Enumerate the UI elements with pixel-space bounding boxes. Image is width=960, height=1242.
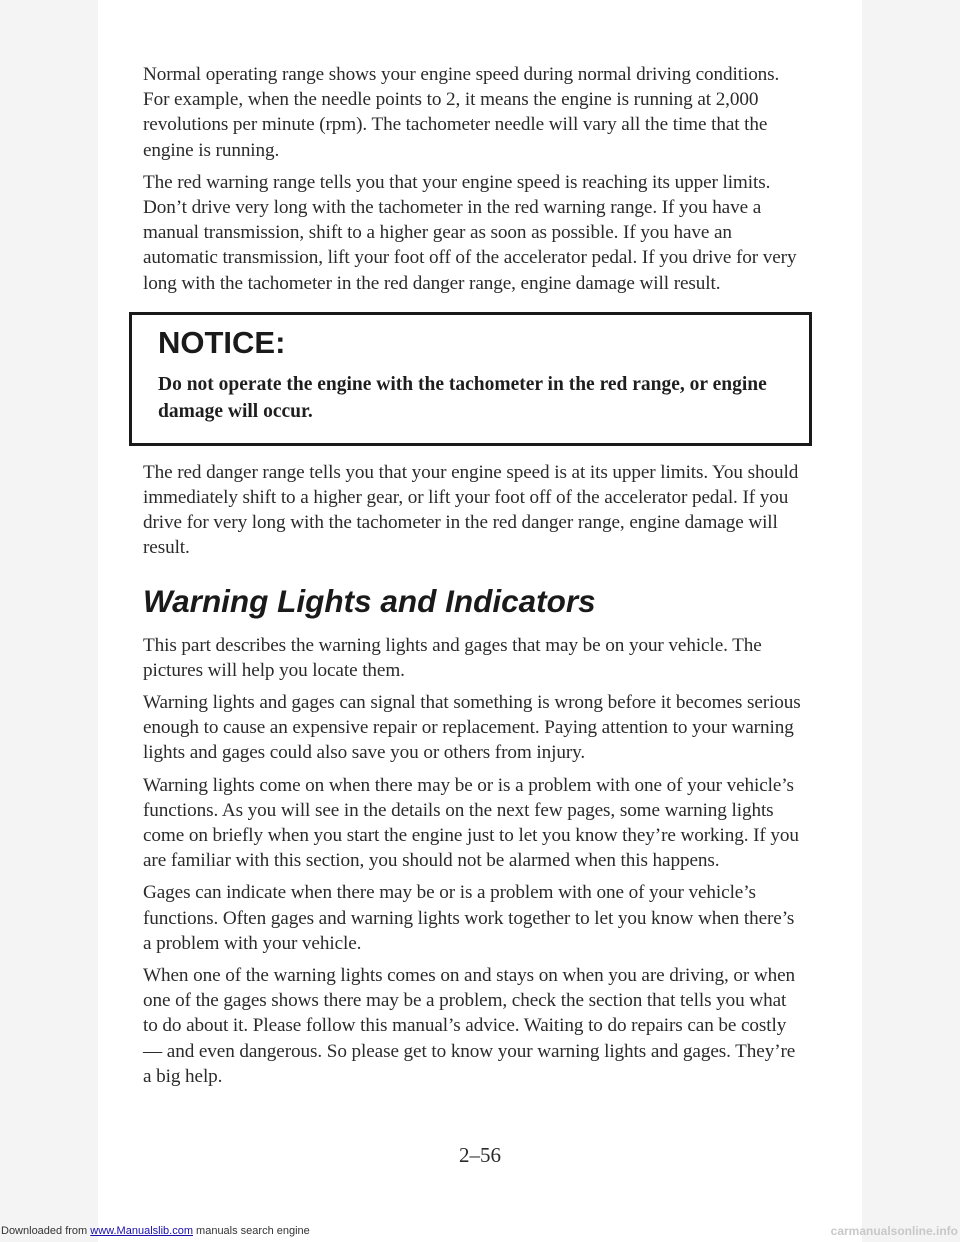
footer (0, 1223, 960, 1239)
paragraph-advice: When one of the warning lights comes on and stays on when you are driving, or when one of the gages shows there may be a problem, check the section that tells you what to do about it. Please follow this manual’s advice. Waiting to do repairs can be costly — and even dangerous. So please get to know your warning lights and gages. They’re a big help. (143, 965, 796, 1087)
footer-prefix: Downloaded from (1, 1225, 91, 1237)
paragraph-normal-range: Normal operating range shows your engine speed during normal driving conditions. For example, when the needle points to 2, it means the engine is running at 2,000 revolutions per minute (rpm). The tachometer needle will vary all the time that the engine is running. (143, 64, 780, 161)
page-content (143, 62, 803, 1096)
page-margin-left (0, 0, 98, 1242)
section-heading: Warning Lights and Indicators (143, 582, 596, 619)
page-margin-right (862, 0, 960, 1242)
notice-text: Do not operate the engine with the tachometer in the red range, or engine damage will occur. (158, 373, 767, 422)
paragraph-gages: Gages can indicate when there may be or is a problem with one of your vehicle’s functions. Often gages and warning lights work together to let you know when there’s a problem with your vehicle. (143, 882, 795, 954)
page-number: 2–56 (459, 1143, 501, 1167)
footer-suffix: manuals search engine (192, 1225, 310, 1237)
footer-watermark: carmanualsonline.info (830, 1224, 958, 1238)
paragraph-warning-signal: Warning lights and gages can signal that something is wrong before it becomes serious enough to cause an expensive repair or replacement. Paying attention to your warning lights and gages could also save you or others from injury. (143, 692, 801, 764)
footer-link-manualslib[interactable]: www.Manualslib.com (90, 1225, 193, 1237)
paragraph-warning-functions: Warning lights come on when there may be or is a problem with one of your vehicle’s functions. As you will see in the details on the next few pages, some warning lights come on briefly when you start the engine just to let you know they’re working. If you are familiar with this section, you should not be alarmed when this happens. (143, 774, 799, 872)
notice-title: NOTICE: (158, 324, 286, 360)
paragraph-warning-intro: This part describes the warning lights and gages that may be on your vehicle. The pictures will help you locate them. (143, 634, 762, 681)
paragraph-red-danger-range: The red danger range tells you that your engine speed is at its upper limits. You should immediately shift to a higher gear, or lift your foot off of the accelerator pedal. If you drive for very long with the tachometer in the red danger range, engine damage will result. (143, 461, 799, 559)
notice-box (129, 312, 812, 446)
paragraph-red-warning-range: The red warning range tells you that your engine speed is reaching its upper limits. Don’t drive very long with the tachometer in the red warning range. If you have a manual transmission, shift to a higher gear as soon as possible. If you have an automatic transmission, lift your foot off of the accelerator pedal. If you drive for very long with the tachometer in the red danger range, engine damage will result. (143, 171, 797, 294)
footer-download-note (1, 1223, 310, 1239)
